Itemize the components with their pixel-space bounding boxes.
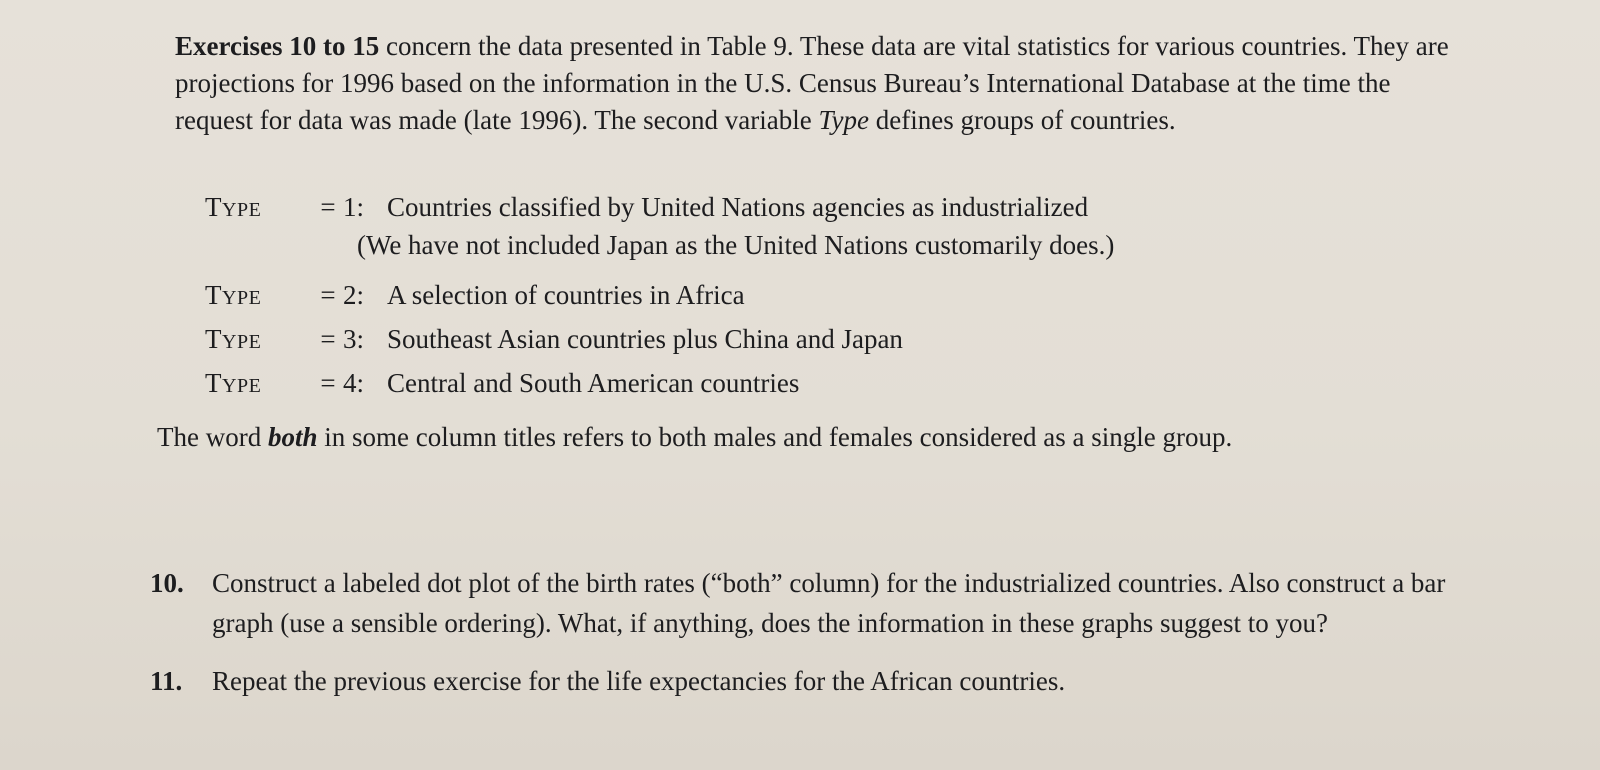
type-key: TYPE — [205, 192, 262, 222]
exercise-number: 11. — [150, 666, 183, 696]
type-number: 3: — [343, 324, 365, 354]
equals-sign: = — [320, 368, 336, 398]
type-row-2 — [205, 280, 1114, 324]
type-row-4 — [205, 368, 1114, 412]
type-description: Central and South American countries — [387, 368, 800, 398]
exercise-11 — [150, 661, 1480, 701]
type-number: 2: — [343, 280, 365, 310]
exercise-10 — [150, 563, 1480, 643]
equals-sign: = — [320, 280, 336, 310]
intro-text-1: concern the data presented in Table 9. These data are vital statistics for various countries. They are projections for 1996 based on the information in the U.S. Census Bureau’s International Database at the time the request for data was made (late 1996). The second variable — [175, 31, 1449, 135]
type-key: TYPE — [205, 280, 262, 310]
intro-paragraph — [175, 28, 1475, 139]
type-description: Countries classified by United Nations agencies as industrialized — [387, 192, 1089, 222]
type-number: 4: — [343, 368, 365, 398]
type-definitions — [205, 192, 1114, 412]
type-row-3 — [205, 324, 1114, 368]
type-key: TYPE — [205, 324, 262, 354]
exercise-text: Construct a labeled dot plot of the birth rates (“both” column) for the industrialized countries. Also construct a bar graph (use a sensible ordering). What, if anything, does the information in these graphs suggest to you? — [212, 568, 1446, 638]
equals-sign: = — [320, 324, 336, 354]
exercise-list — [150, 563, 1480, 719]
intro-text-2: defines groups of countries. — [868, 105, 1176, 135]
equals-sign: = — [320, 192, 336, 222]
exercise-text: Repeat the previous exercise for the life expectancies for the African countries. — [212, 666, 1066, 696]
type-row-1 — [205, 192, 1114, 230]
both-note-paragraph: The word both in some column titles refers to both males and females considered as a single group. — [157, 422, 1233, 452]
both-term: both — [267, 422, 318, 452]
type-key: TYPE — [205, 368, 262, 398]
type-description: Southeast Asian countries plus China and Japan — [387, 324, 903, 354]
type-1-note: (We have not included Japan as the United Nations customarily does.) — [357, 230, 1115, 260]
type-variable: Type — [818, 105, 869, 135]
type-number: 1: — [343, 192, 365, 222]
exercise-number: 10. — [150, 568, 184, 598]
exercises-reference: Exercises 10 to 15 — [175, 31, 380, 61]
type-description: A selection of countries in Africa — [387, 280, 745, 310]
